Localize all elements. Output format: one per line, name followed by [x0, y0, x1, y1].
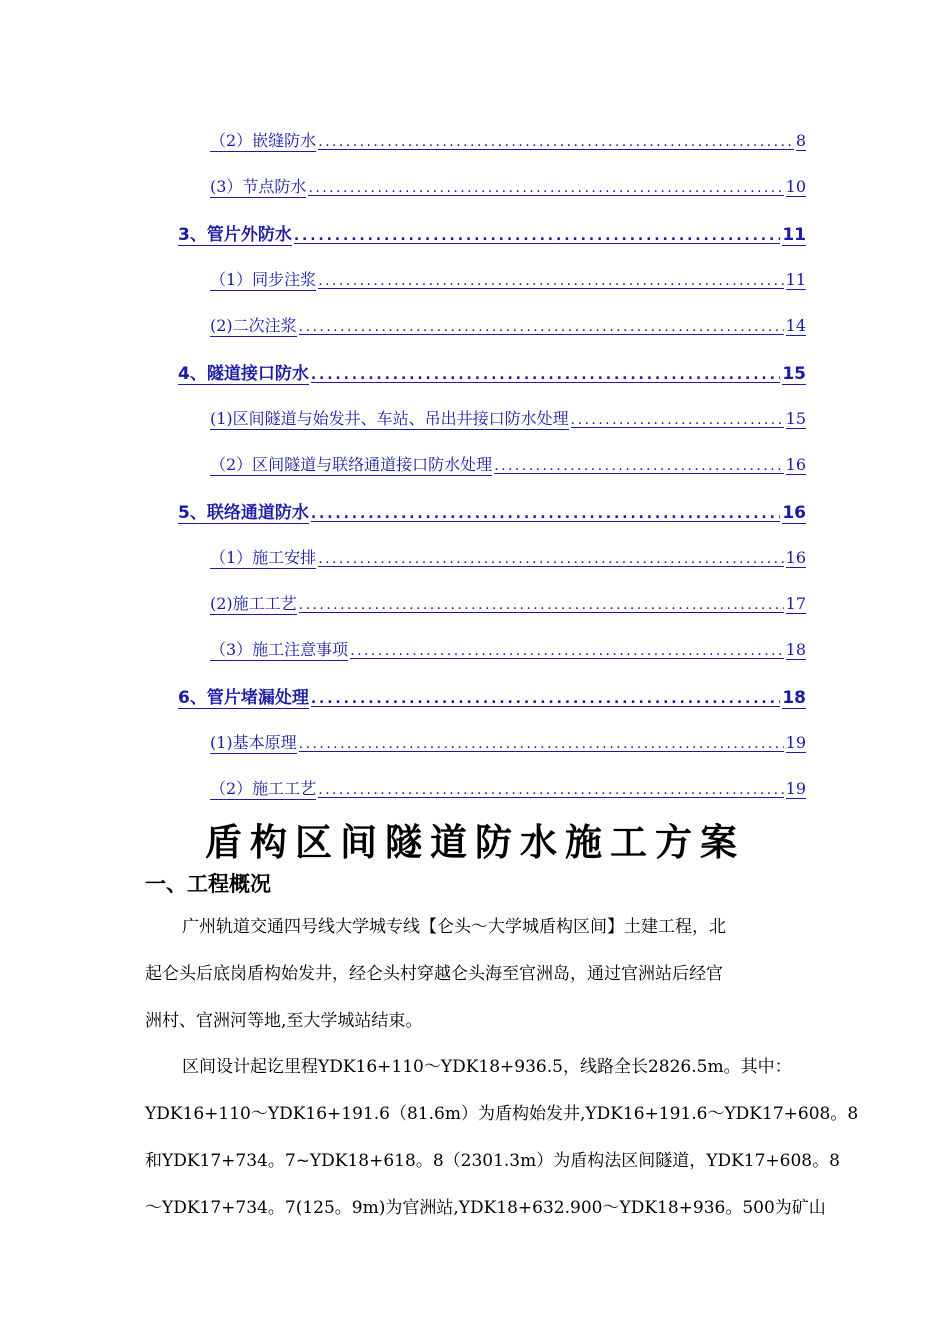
toc-entry[interactable]	[210, 313, 806, 337]
toc-entry-title: （1）施工安排	[210, 545, 316, 569]
toc-entry-page: 10	[785, 177, 806, 196]
section-heading: 一、工程概况	[145, 872, 271, 896]
toc-entry-page: 14	[785, 316, 806, 335]
toc-dot-leader	[318, 552, 783, 567]
toc-entry-page: 11	[785, 270, 806, 289]
paragraph-line: 起仑头后底岗盾构始发井，经仑头村穿越仑头海至官洲岛，通过官洲站后经官	[145, 964, 723, 984]
toc-dot-leader	[299, 737, 784, 752]
toc-dot-leader	[294, 229, 780, 244]
toc-entry[interactable]	[210, 637, 806, 661]
toc-entry-page: 15	[782, 364, 806, 384]
toc-entry-title: (2)二次注浆	[210, 313, 297, 337]
toc-dot-leader	[311, 507, 780, 522]
toc-dot-leader	[311, 692, 780, 707]
toc-entry-title: (1)基本原理	[210, 730, 297, 754]
toc-entry-page: 11	[782, 225, 806, 245]
toc-dot-leader	[311, 368, 780, 383]
toc-entry-page: 8	[795, 131, 806, 150]
toc-entry-title: （2）施工工艺	[210, 776, 316, 800]
toc-entry-page: 15	[785, 409, 806, 428]
toc-dot-leader	[571, 413, 784, 428]
toc-entry[interactable]	[178, 498, 806, 524]
toc-entry-page: 19	[785, 733, 806, 752]
toc-entry-title: 4、隧道接口防水	[178, 359, 309, 385]
document-title: 盾构区间隧道防水施工方案	[205, 820, 745, 864]
toc-entry[interactable]	[210, 730, 806, 754]
toc-entry[interactable]	[178, 359, 806, 385]
toc-entry[interactable]	[210, 174, 806, 198]
toc-entry[interactable]	[178, 683, 806, 709]
toc-entry[interactable]	[210, 591, 806, 615]
paragraph-line: 洲村、官洲河等地,至大学城站结束。	[145, 1011, 423, 1031]
paragraph-line: YDK16+110～YDK16+191.6（81.6m）为盾构始发井,YDK16+191.6～YDK17+608。8	[145, 1104, 859, 1124]
toc-entry-title: （2）区间隧道与联络通道接口防水处理	[210, 452, 492, 476]
toc-entry-page: 18	[785, 640, 806, 659]
toc-entry[interactable]	[210, 452, 806, 476]
toc-dot-leader	[494, 459, 783, 474]
toc-entry-title: （3）施工注意事项	[210, 637, 348, 661]
toc-entry-title: （1）同步注浆	[210, 267, 316, 291]
paragraph-mileage	[145, 1044, 859, 1232]
toc-dot-leader	[308, 181, 783, 196]
paragraph-line: 区间设计起讫里程YDK16+110～YDK18+936.5，线路全长2826.5m。其中：	[182, 1057, 792, 1077]
toc-entry-title: (2)施工工艺	[210, 591, 297, 615]
toc-entry-page: 18	[782, 688, 806, 708]
paragraph-overview	[145, 904, 805, 1045]
toc-entry-title: (3）节点防水	[210, 174, 306, 198]
toc-dot-leader	[318, 274, 783, 289]
toc-entry-title: 6、管片堵漏处理	[178, 683, 309, 709]
toc-dot-leader	[299, 598, 784, 613]
toc-entry[interactable]	[210, 128, 806, 152]
toc-entry-page: 16	[782, 503, 806, 523]
toc-entry-page: 19	[785, 779, 806, 798]
toc-entry-page: 17	[785, 594, 806, 613]
toc-dot-leader	[318, 135, 794, 150]
paragraph-line: 广州轨道交通四号线大学城专线【仑头～大学城盾构区间】土建工程，北	[182, 917, 726, 937]
toc-entry-title: （2）嵌缝防水	[210, 128, 316, 152]
toc-entry-title: 5、联络通道防水	[178, 498, 309, 524]
toc-entry[interactable]	[210, 267, 806, 291]
toc-dot-leader	[299, 320, 784, 335]
toc-entry-page: 16	[785, 548, 806, 567]
paragraph-line: ～YDK17+734。7(125。9m)为官洲站,YDK18+632.900～YDK18+936。500为矿山	[145, 1198, 826, 1218]
toc-entry[interactable]	[210, 776, 806, 800]
toc-entry-title: 3、管片外防水	[178, 220, 292, 246]
toc-entry-page: 16	[785, 455, 806, 474]
toc-dot-leader	[350, 644, 783, 659]
toc-dot-leader	[318, 783, 783, 798]
toc-entry[interactable]	[210, 545, 806, 569]
toc-entry[interactable]	[178, 220, 806, 246]
paragraph-line: 和YDK17+734。7~YDK18+618。8（2301.3m）为盾构法区间隧道，YDK17+608。8	[145, 1151, 840, 1171]
toc-entry[interactable]	[210, 406, 806, 430]
toc-entry-title: (1)区间隧道与始发井、车站、吊出井接口防水处理	[210, 406, 569, 430]
